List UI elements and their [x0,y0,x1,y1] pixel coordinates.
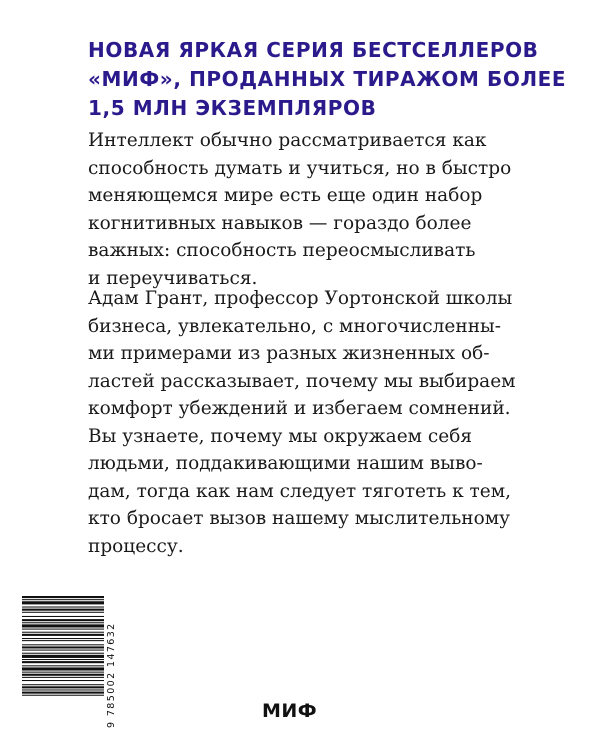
barcode-bar [22,629,104,630]
paragraph-line: ластей рассказывает, почему мы выбираем [88,370,516,392]
barcode-bar [22,684,104,685]
barcode-bar [22,599,104,600]
barcode-bar [22,622,104,623]
barcode-bar [22,686,104,688]
paragraph-line: меняющемся мире есть еще один набор [88,185,483,206]
paragraph-line: бизнеса, увлекательно, с многочисленны- [88,315,502,337]
paragraph-line: комфорт убеждений и избегаем сомнений. [88,398,511,419]
isbn-number: 9 785002 147632 [106,622,117,728]
paragraph-line: Вы узнаете, почему мы окружаем себя [88,425,473,447]
barcode-bar [22,692,104,694]
barcode-bar [22,646,104,648]
paragraph-line: когнитивных навыков — гораздо более [88,212,472,234]
barcode-bar [22,634,104,636]
barcode-icon [22,596,104,729]
barcode-bar [22,612,104,613]
paragraph-line: процессу. [88,535,184,557]
headline-line: НОВАЯ ЯРКАЯ СЕРИЯ БЕСТСЕЛЛЕРОВ [88,38,539,62]
barcode-bar [22,674,104,676]
headline [88,36,567,123]
barcode-bar [22,695,104,696]
headline-line: 1,5 МЛН ЭКЗЕМПЛЯРОВ [88,96,377,120]
barcode-bar [22,624,104,627]
barcode-bar [22,650,104,651]
paragraph-line: ми примерами из разных жизненных об- [88,343,490,364]
barcode-bar [22,677,104,678]
paragraph-line: дам, тогда как нам следует тяготеть к тем, [88,480,512,502]
barcode-bar [22,659,104,660]
barcode-bar [22,667,104,670]
barcode-bar [22,638,104,639]
barcode-bar [22,665,104,666]
barcode-bar [22,619,104,621]
barcode-bar [22,607,104,608]
paragraph-line: кто бросает вызов нашему мыслительному [88,508,511,529]
barcode-bar [22,616,104,617]
paragraph-line: важных: способность переосмысливать [88,240,476,261]
barcode-bar [22,661,104,663]
paragraph-line: Адам Грант, профессор Уортонской школы [88,288,513,309]
paragraph-line: способность думать и учиться, но в быстро [88,157,512,179]
paragraph-line: людьми, поддакивающими нашим выво- [88,453,483,474]
barcode-bar [22,596,104,598]
barcode-bar [22,609,104,611]
barcode-bar [22,640,104,641]
paragraph-line: Интеллект обычно рассматривается как [88,130,487,151]
headline-line: «МИФ», ПРОДАННЫХ ТИРАЖОМ БОЛЕЕ [88,67,567,91]
barcode-bar [22,689,104,690]
barcode-bar [22,644,104,645]
paragraph-line: и переучиваться. [88,267,258,289]
barcode-bar [22,672,104,673]
publisher-logo: МИФ [262,700,318,722]
description-paragraph [88,285,538,560]
barcode-bar [22,680,104,681]
barcode-bar [22,655,104,658]
barcode-bar [22,653,104,654]
intro-paragraph [88,127,538,292]
barcode-bar [22,632,104,633]
barcode-bar [22,601,104,604]
